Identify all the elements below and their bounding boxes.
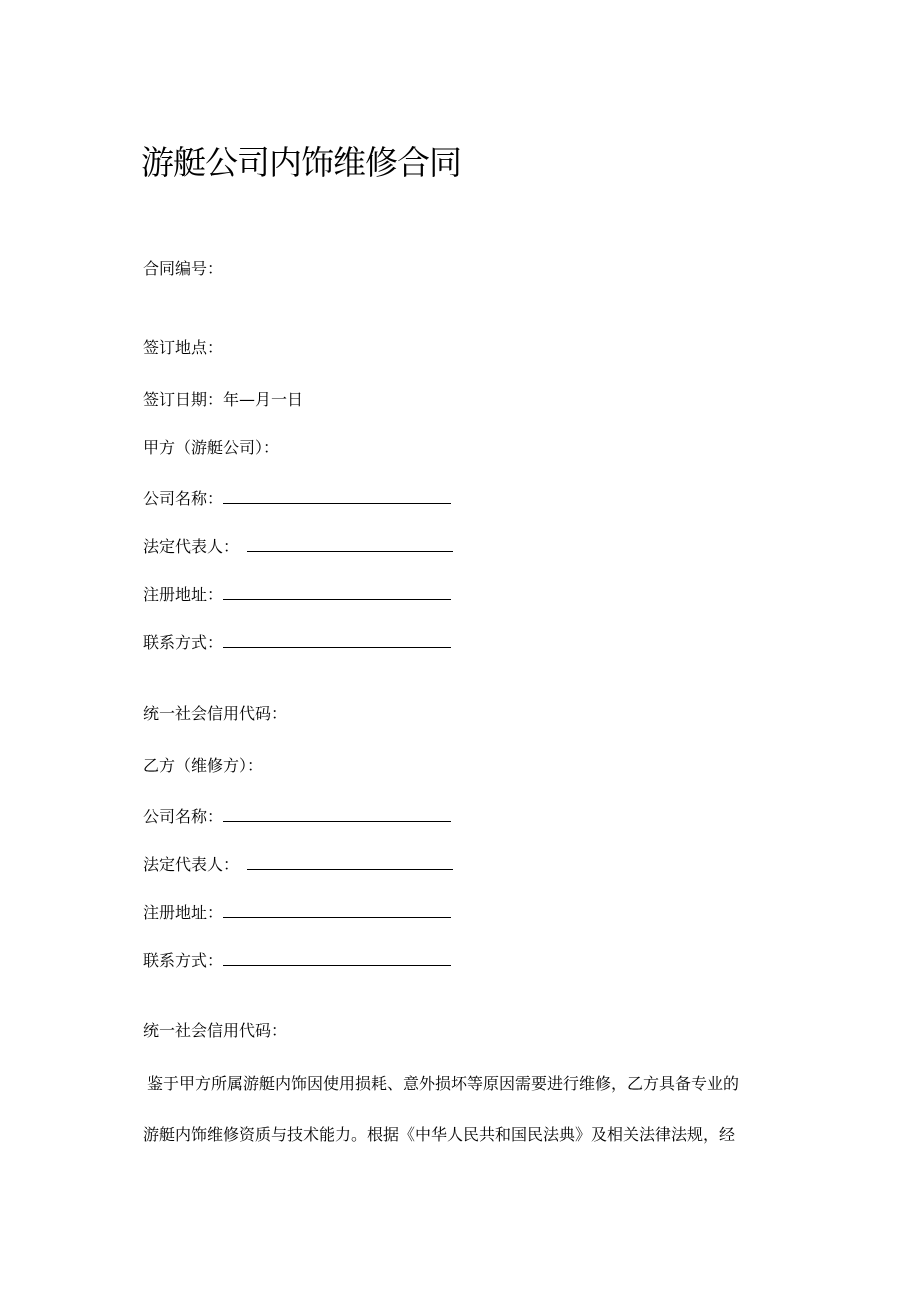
- party-a-credit-code-label: 统一社会信用代码：: [143, 704, 288, 723]
- sign-place-label: 签订地点：: [143, 338, 224, 357]
- party-b-company-name-field: [143, 803, 451, 828]
- contract-number-field: [143, 258, 223, 280]
- party-b-address-blank: [223, 899, 451, 918]
- preamble-line-1: 鉴于甲方所属游艇内饰因使用损耗、意外损坏等原因需要进行维修，乙方具备专业的: [147, 1074, 740, 1093]
- party-a-address-blank: [223, 581, 451, 600]
- party-b-address-field: [143, 899, 451, 924]
- party-a-contact-label: 联系方式：: [143, 633, 224, 652]
- party-a-contact-field: [143, 629, 451, 654]
- party-b-company-name-label: 公司名称：: [143, 807, 224, 826]
- party-b-heading: 乙方（维修方）：: [143, 756, 264, 775]
- contract-number-label: 合同编号：: [143, 259, 224, 278]
- party-b-address-label: 注册地址：: [143, 903, 224, 922]
- party-a-credit-code-field: [143, 703, 287, 725]
- party-b-company-name-blank: [223, 803, 451, 822]
- preamble-line-2: 游艇内饰维修资质与技术能力。根据《中华人民共和国民法典》及相关法律法规，经: [143, 1125, 736, 1144]
- document-title: 游艇公司内饰维修合同: [141, 143, 461, 182]
- party-a-legal-rep-blank: [247, 533, 453, 552]
- sign-date-label: 签订日期：年—月一日: [143, 390, 304, 409]
- party-a-contact-blank: [223, 629, 451, 648]
- party-a-company-name-blank: [223, 485, 451, 504]
- party-a-address-label: 注册地址：: [143, 585, 224, 604]
- party-a-company-name-label: 公司名称：: [143, 489, 224, 508]
- party-b-credit-code-field: [143, 1020, 287, 1042]
- party-b-credit-code-label: 统一社会信用代码：: [143, 1021, 288, 1040]
- sign-place-field: [143, 337, 223, 359]
- sign-date-field: [143, 389, 303, 411]
- party-b-legal-rep-field: [143, 851, 453, 876]
- party-a-address-field: [143, 581, 451, 606]
- party-b-contact-label: 联系方式：: [143, 951, 224, 970]
- party-a-legal-rep-field: [143, 533, 453, 558]
- party-a-heading: 甲方（游艇公司）：: [143, 438, 280, 457]
- party-b-contact-blank: [223, 947, 451, 966]
- party-b-contact-field: [143, 947, 451, 972]
- party-b-legal-rep-label: 法定代表人：: [143, 855, 240, 874]
- party-a-legal-rep-label: 法定代表人：: [143, 537, 240, 556]
- party-b-legal-rep-blank: [247, 851, 453, 870]
- party-a-company-name-field: [143, 485, 451, 510]
